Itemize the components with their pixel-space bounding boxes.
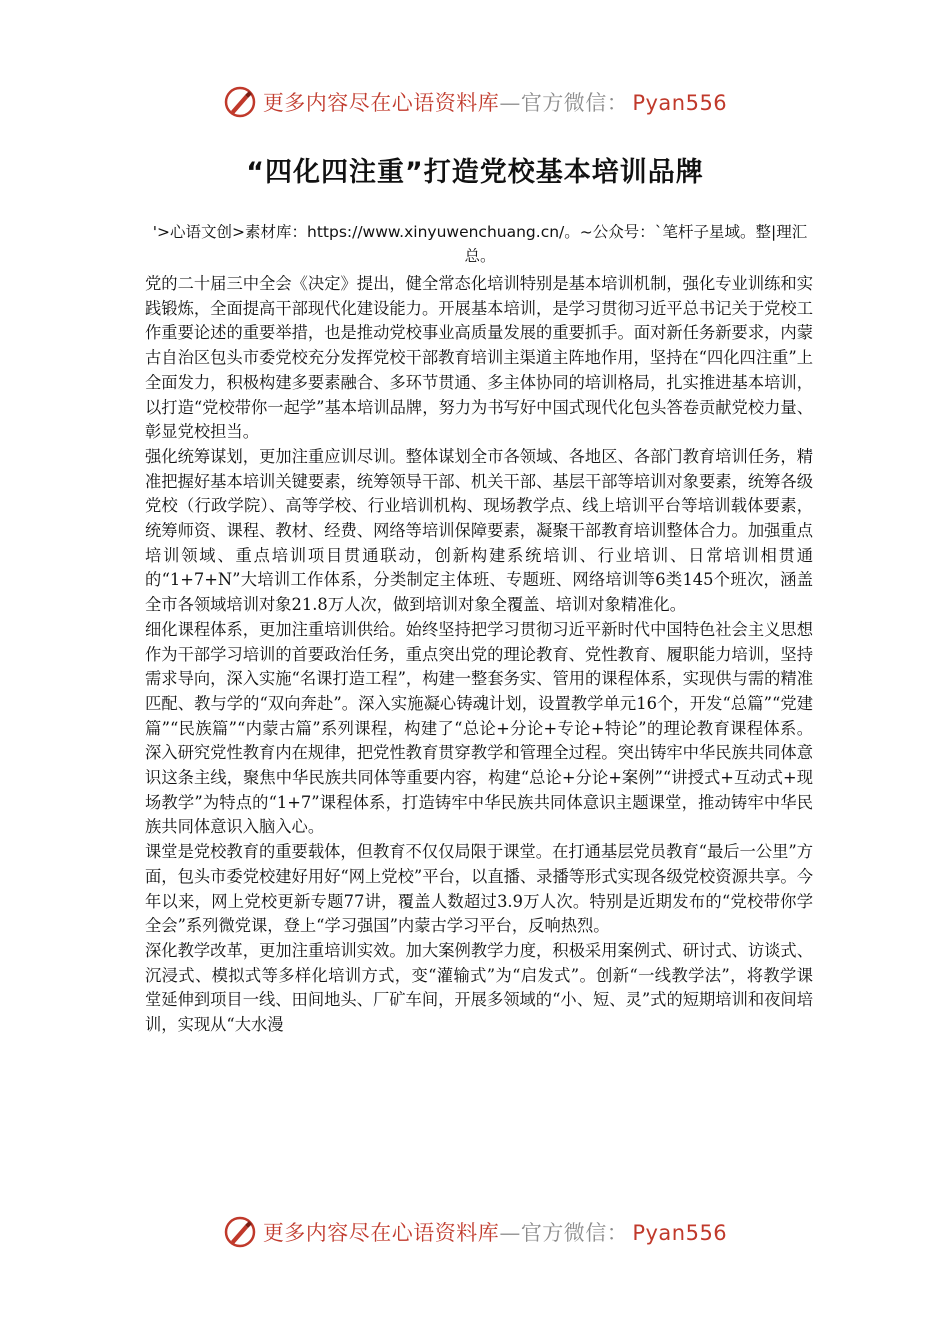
paragraph: 细化课程体系，更加注重培训供给。始终坚持把学习贯彻习近平新时代中国特色社会主义思想作为干部学习培训的首要政治任务，重点突出党的理论教育、党性教育、履职能力培训，坚持需求导向，深入实施“名课打造工程”，构建一整套务实、管用的课程体系，实现供与需的精准匹配、教与学的“双向奔赴”。深入实施凝心铸魂计划，设置教学单元16个，开发“总篇”“党建篇”“民族篇”“内蒙古篇”系列课程，构建了“总论+分论+专论+特论”的理论教育课程体系。深入研究党性教育内在规律，把党性教育贯穿教学和管理全过程。突出铸牢中华民族共同体意识这条主线，聚焦中华民族共同体等重要内容，构建“总论+分论+案例”“讲授式+互动式+现场教学”为特点的“1+7”课程体系，打造铸牢中华民族共同体意识主题课堂，推动铸牢中华民族共同体意识入脑入心。 [145, 619, 813, 837]
header-banner [0, 80, 950, 124]
banner-dash: — [499, 91, 521, 115]
article-body [145, 272, 813, 1038]
banner-sub-text: 官方微信： [520, 1221, 629, 1245]
banner-main-text: 更多内容尽在心语资料库 [262, 91, 500, 115]
pen-circle-logo-icon [223, 85, 257, 119]
banner-text [263, 87, 727, 117]
footer-banner [0, 1210, 950, 1254]
paragraph: 课堂是党校教育的重要载体，但教育不仅仅局限于课堂。在打通基层党员教育“最后一公里”方面，包头市委党校建好用好“网上党校”平台，以直播、录播等形式实现各级党校资源共享。今年以来，网上党校更新专题77讲，覆盖人数超过3.9万人次。特别是近期发布的“党校带你学全会”系列微党课，登上“学习强国”内蒙古学习平台，反响热烈。 [145, 842, 813, 936]
banner-sub-text: 官方微信： [520, 91, 629, 115]
banner-main-text: 更多内容尽在心语资料库 [262, 1221, 500, 1245]
banner-dash: — [499, 1221, 521, 1245]
banner-text [263, 1217, 727, 1247]
source-note: '>心语文创>素材库：https://www.xinyuwenchuang.cn/。~公众号：`笔杆子星域。整|理汇总。 [152, 223, 808, 265]
document-title: “四化四注重”打造党校基本培训品牌 [246, 157, 704, 188]
paragraph: 强化统筹谋划，更加注重应训尽训。整体谋划全市各领域、各地区、各部门教育培训任务，精准把握好基本培训关键要素，统筹领导干部、机关干部、基层干部等培训对象要素，统筹各级党校（行政学院）、高等学校、行业培训机构、现场教学点、线上培训平台等培训载体要素，统筹师资、课程、教材、经费、网络等培训保障要素，凝聚干部教育培训整体合力。加强重点培训领域、重点培训项目贯通联动，创新构建系统培训、行业培训、日常培训相贯通的“1+7+N”大培训工作体系，分类制定主体班、专题班、网络培训等6类145个班次，涵盖全市各领域培训对象21.8万人次，做到培训对象全覆盖、培训对象精准化。 [145, 446, 813, 615]
paragraph: 深化教学改革，更加注重培训实效。加大案例教学力度，积极采用案例式、研讨式、访谈式、沉浸式、模拟式等多样化培训方式，变“灌输式”为“启发式”。创新“一线教学法”，将教学课堂延伸到项目一线、田间地头、厂矿车间，开展多领域的“小、短、灵”式的短期培训和夜间培训，实现从“大水漫 [145, 940, 813, 1035]
banner-wechat-id: Pyan556 [632, 91, 728, 115]
banner-wechat-id: Pyan556 [632, 1221, 728, 1245]
paragraph: 党的二十届三中全会《决定》提出，健全常态化培训特别是基本培训机制，强化专业训练和实践锻炼，全面提高干部现代化建设能力。开展基本培训，是学习贯彻习近平总书记关于党校工作重要论述的重要举措，也是推动党校事业高质量发展的重要抓手。面对新任务新要求，内蒙古自治区包头市委党校充分发挥党校干部教育培训主渠道主阵地作用，坚持在“四化四注重”上全面发力，积极构建多要素融合、多环节贯通、多主体协同的培训格局，扎实推进基本培训，以打造“党校带你一起学”基本培训品牌，努力为书写好中国式现代化包头答卷贡献党校力量、彰显党校担当。 [145, 274, 813, 442]
pen-circle-logo-icon [223, 1215, 257, 1249]
